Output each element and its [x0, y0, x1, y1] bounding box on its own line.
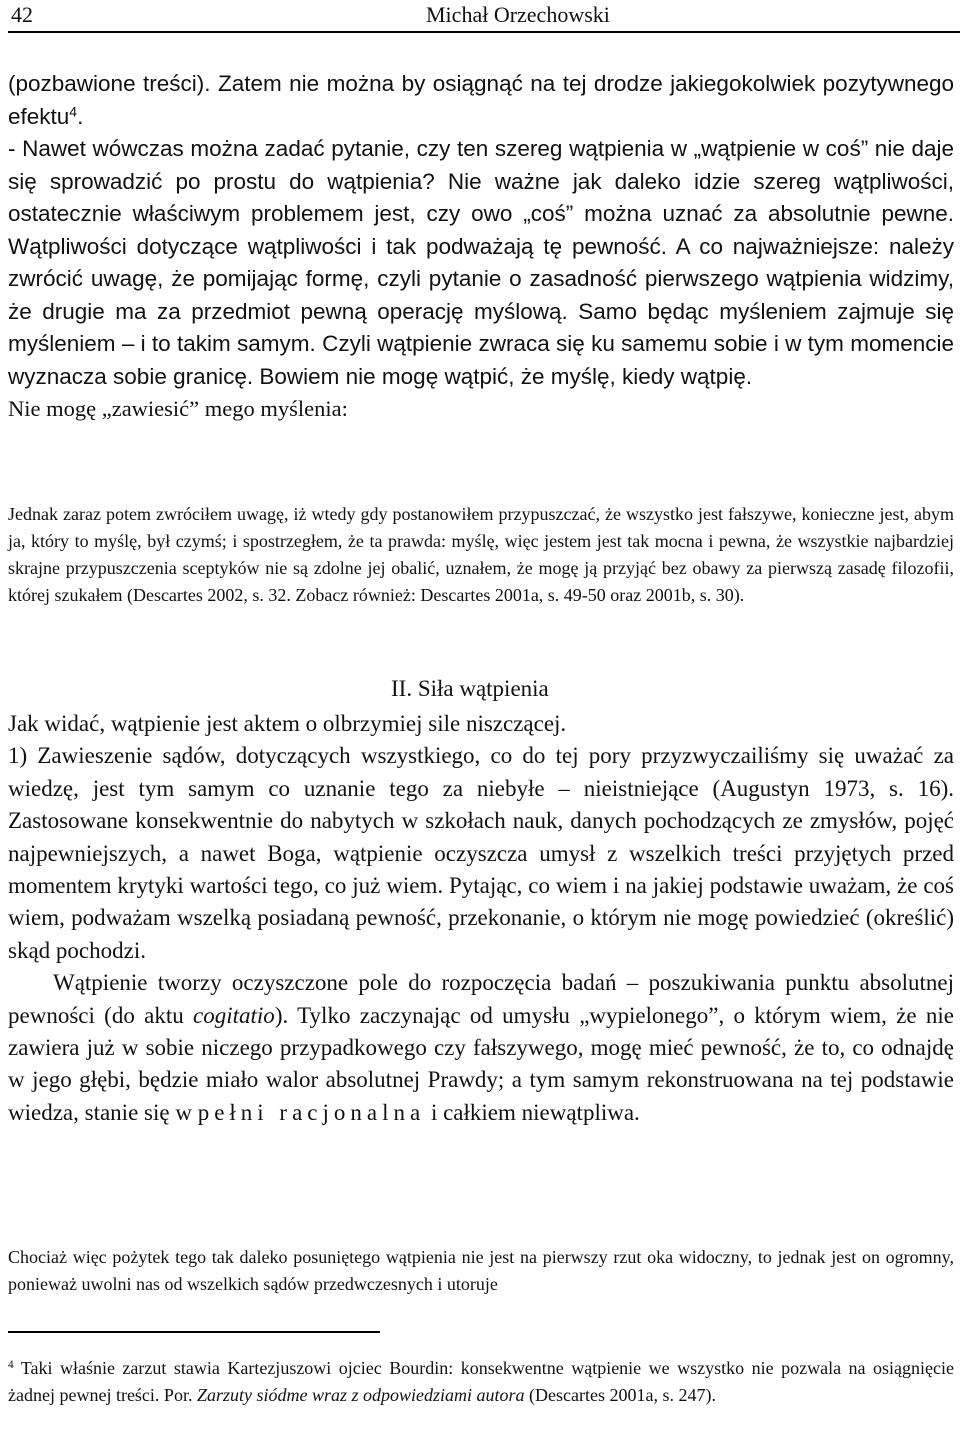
footnote	[8, 1355, 954, 1409]
section-heading: II. Siła wątpienia	[391, 676, 549, 701]
quote-text: Jednak zaraz potem zwróciłem uwagę, iż wtedy gdy postanowiłem przypuszczać, że wszystko jest fałszywe, konieczne jest, abym ja, który to myślę, był czymś; i spostrzegłem, że ta prawda: myślę, więc jestem jest tak mocna i pewna, że wszystkie najbardziej skrajne przypuszczenia sceptyków nie są zdolne jej obalić, uznałem, że mogę ją przyjąć bez obawy za pierwszą zasadę filozofii, której szukałem (Descartes 2002, s. 32. Zobacz również: Descartes 2001a, s. 49-50 oraz 2001b, s. 30).	[8, 504, 954, 605]
footnote-ref[interactable]: 4	[69, 102, 78, 119]
block-quote	[8, 501, 954, 609]
page-header	[8, 2, 954, 32]
footnote-italic-title: Zarzuty siódme wraz z odpowiedziami autora	[196, 1385, 525, 1405]
block-quote	[8, 1244, 954, 1298]
footnote-text	[8, 1355, 954, 1409]
serif-text-block	[8, 708, 954, 1129]
paragraph	[8, 68, 954, 133]
spaced-emphasis: pełni racjonalna	[197, 1099, 426, 1125]
running-head-author: Michał Orzechowski	[426, 2, 610, 27]
paragraph-text: ). Tylko zaczynając od umysłu „wypielonego”, o którym wiem, że nie zawiera już w sobie niczego przypadkowego czy fałszywego, mogę mieć pewność, że to, co odnajdę w jego głębi, będzie miało walor absolutnej Prawdy; a tym samym rekonstruowana na tej podstawie wiedza, stanie się w	[8, 1002, 954, 1125]
footnote-body: Taki właśnie zarzut stawia Kartezjuszowi ojciec Bourdin: konsekwentne wątpienie we wszystko nie pozwala na osiągnięcie żadnej pewnej treści. Por.	[8, 1358, 954, 1405]
paragraph: - Nawet wówczas można zadać pytanie, czy ten szereg wątpienia w „wątpienie w coś” nie daje się sprowadzić po prostu do wątpienia? Nie ważne jak daleko idzie szereg wątpliwości, ostatecznie właściwym problemem jest, czy owo „coś” można uznać za absolutnie pewne. Wątpliwości dotyczące wątpliwości i tak podważają tę pewność. A co najważniejsze: należy zwrócić uwagę, że pomijając formę, czyli pytanie o zasadność pierwszego wątpienia widzimy, że drugie ma za przedmiot pewną operację myślową. Samo będąc myśleniem zajmuje się myśleniem – i to takim samym. Czyli wątpienie zwraca się ku samemu sobie i w tym momencie wyznacza sobie granicę. Bowiem nie mogę wątpić, że myślę, kiedy wątpię.	[8, 136, 954, 389]
sans-text-block	[8, 68, 954, 426]
footnote-rule	[8, 1331, 380, 1333]
paragraph: 1) Zawieszenie sądów, dotyczących wszystkiego, co do tej pory przyzwyczailiśmy się uważać za wiedzę, jest tym samym co uznanie tego za niebyłe – nieistniejące (Augustyn 1973, s. 16). Zastosowane konsekwentnie do nabytych w szkołach nauk, danych pochodzących ze zmysłów, pojęć najpewniejszych, a nawet Boga, wątpienie oczyszcza umysł z wszelkich treści przyjętych przed momentem krytyki wartości tego, co już wiem. Pytając, co wiem i na jakiej podstawie uważam, że coś wiem, podważam wszelką posiadaną pewność, przekonanie, o którym nie mogę powiedzieć (określić) skąd pochodzi.	[8, 743, 954, 963]
paragraph-text: .	[77, 103, 84, 129]
italic-term: cogitatio	[193, 1002, 275, 1028]
page-number: 42	[11, 2, 33, 27]
paragraph: Jak widać, wątpienie jest aktem o olbrzymiej sile niszczącej.	[8, 711, 567, 736]
paragraph-text: i całkiem niewątpliwa.	[425, 1099, 640, 1125]
paragraph	[8, 967, 954, 1129]
header-rule	[8, 31, 960, 33]
paragraph: Nie mogę „zawiesić” mego myślenia:	[8, 396, 348, 421]
paragraph-text: Wątpienie tworzy oczyszczone pole do rozpoczęcia badań – poszukiwania punktu absolutnej pewności (do aktu	[8, 970, 954, 1028]
quote-text: Chociaż więc pożytek tego tak daleko posuniętego wątpienia nie jest na pierwszy rzut oka widoczny, to jednak jest on ogromny, ponieważ uwolni nas od wszelkich sądów przedwczesnych i utoruje	[8, 1247, 954, 1294]
paragraph-text: (pozbawione treści). Zatem nie można by osiągnąć na tej drodze jakiegokolwiek pozytywnego efektu	[8, 71, 954, 129]
footnote-number: 4	[8, 1358, 14, 1371]
footnote-body: (Descartes 2001a, s. 247).	[524, 1385, 716, 1405]
